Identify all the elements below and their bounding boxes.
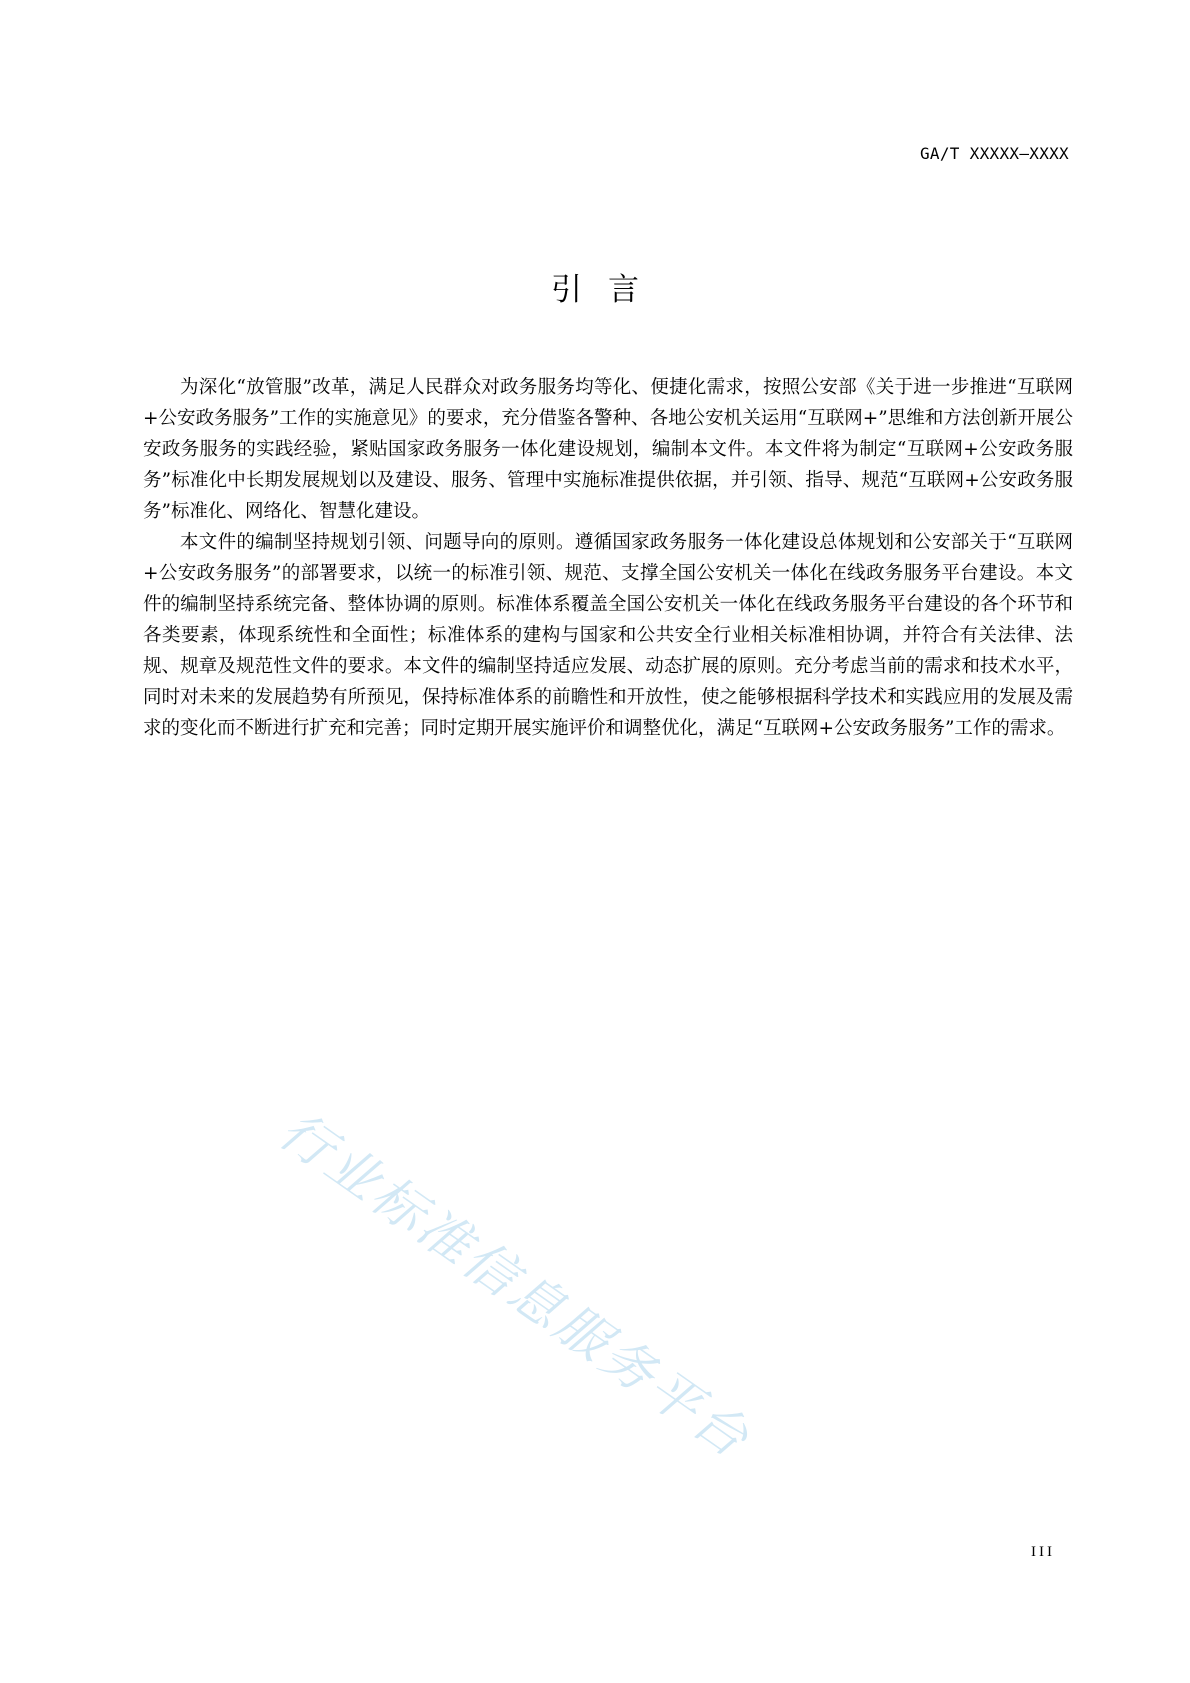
paragraph-2: 本文件的编制坚持规划引领、问题导向的原则。遵循国家政务服务一体化建设总体规划和公安部关于“互联网+公安政务服务”的部署要求，以统一的标准引领、规范、支撑全国公安机关一体化在线政务服务平台建设。本文件的编制坚持系统完备、整体协调的原则。标准体系覆盖全国公安机关一体化在线政务服务平台建设的各个环节和各类要素，体现系统性和全面性；标准体系的建构与国家和公共安全行业相关标准相协调，并符合有关法律、法规、规章及规范性文件的要求。本文件的编制坚持适应发展、动态扩展的原则。充分考虑当前的需求和技术水平，同时对未来的发展趋势有所预见，保持标准体系的前瞻性和开放性，使之能够根据科学技术和实践应用的发展及需求的变化而不断进行扩充和完善；同时定期开展实施评价和调整优化，满足“互联网+公安政务服务”工作的需求。 — [143, 532, 1073, 739]
document-code: GA/T XXXXX—XXXX — [920, 144, 1069, 163]
paragraph-1: 为深化“放管服”改革，满足人民群众对政务服务均等化、便捷化需求，按照公安部《关于进一步推进“互联网+公安政务服务”工作的实施意见》的要求，充分借鉴各警种、各地公安机关运用“互联网+”思维和方法创新开展公安政务服务的实践经验，紧贴国家政务服务一体化建设规划，编制本文件。本文件将为制定“互联网+公安政务服务”标准化中长期发展规划以及建设、服务、管理中实施标准提供依据，并引领、指导、规范“互联网+公安政务服务”标准化、网络化、智慧化建设。 — [143, 377, 1073, 522]
watermark: 行业标准信息服务平台 — [268, 1100, 762, 1472]
page-title: 引言 — [551, 272, 665, 308]
page-number: III — [1031, 1544, 1055, 1560]
body-text — [143, 372, 1073, 744]
